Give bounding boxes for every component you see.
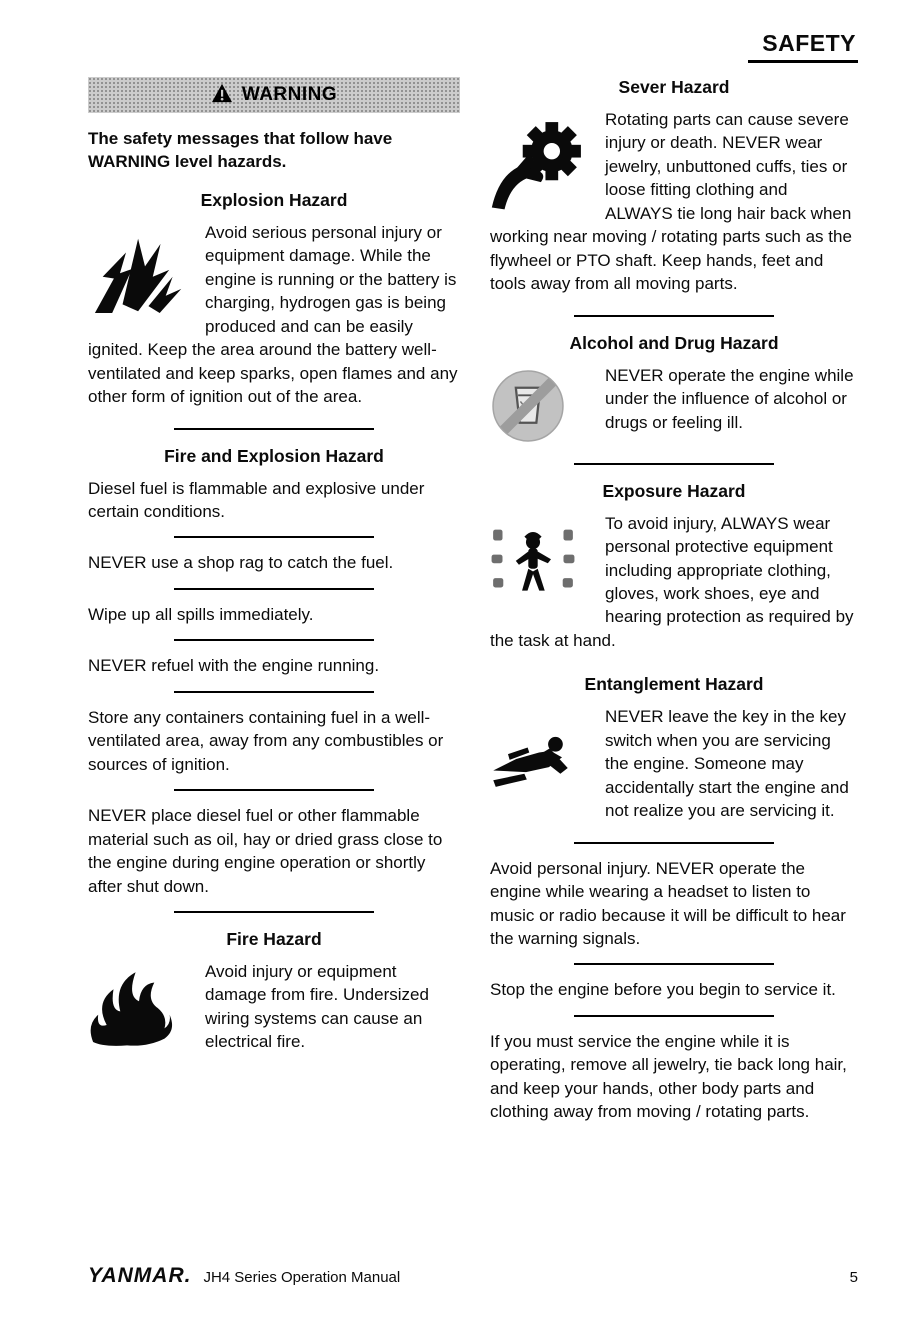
section-divider — [174, 691, 374, 693]
hazard-block-explosion — [88, 221, 460, 415]
section-divider — [574, 1015, 774, 1017]
section-divider — [574, 963, 774, 965]
gear-hand-icon — [490, 112, 590, 214]
left-column — [88, 77, 460, 1130]
warning-banner — [88, 77, 460, 113]
section-title-explosion-hazard: Explosion Hazard — [200, 189, 348, 210]
hazard-text-alcohol: NEVER operate the engine while under the influence of alcohol or drugs or feeling ill. — [605, 365, 854, 432]
no-alcohol-icon — [490, 366, 566, 446]
section-divider — [174, 639, 374, 641]
section-divider — [174, 536, 374, 538]
hazard-block-exposure — [490, 512, 858, 659]
hazard-text-exposure: To avoid injury, ALWAYS wear personal protective equipment including appropriate clothing, gloves, work shoes, eye and hearing protection as required by the task at hand. — [490, 513, 854, 650]
hazard-block-alcohol — [490, 364, 858, 450]
hazard-text-sever: Rotating parts can cause severe injury or death. NEVER wear jewelry, unbuttoned cuffs, ties or loose fitting clothing and ALWAYS tie long hair back when working near moving / rotating parts such as the flywheel or PTO shaft. Keep hands, feet and tools away from all moving parts. — [490, 110, 852, 294]
section-title-fire-hazard: Fire Hazard — [226, 928, 322, 949]
section-divider — [574, 463, 774, 465]
service-note: Avoid personal injury. NEVER operate the engine while wearing a headset to listen to music or radio because it will be difficult to hear the warning signals. — [490, 858, 846, 948]
section-divider — [174, 588, 374, 590]
hazard-text: Wipe up all spills immediately. — [88, 604, 314, 624]
hazard-text-entanglement: NEVER leave the key in the key switch when you are servicing the engine. Someone may accidentally start the engine and not realize you are servicing it. — [605, 707, 849, 821]
section-divider — [574, 842, 774, 844]
section-divider — [174, 911, 374, 913]
two-column-layout — [88, 77, 858, 1130]
section-divider — [174, 789, 374, 791]
entanglement-person-icon — [490, 707, 580, 811]
warning-label: WARNING — [241, 84, 338, 105]
fire-icon — [88, 964, 173, 1052]
explosion-icon — [88, 225, 183, 325]
section-title-alcohol-drug-hazard: Alcohol and Drug Hazard — [569, 332, 779, 353]
hazard-text: NEVER use a shop rag to catch the fuel. — [88, 553, 394, 573]
page-title: SAFETY — [748, 30, 858, 63]
page-number: 5 — [849, 1269, 858, 1286]
hazard-block-sever — [490, 108, 858, 302]
yanmar-logo: YANMAR. — [88, 1264, 192, 1287]
protective-equipment-person-icon — [490, 514, 576, 614]
hazard-text: NEVER refuel with the engine running. — [88, 656, 380, 676]
section-title-entanglement-hazard: Entanglement Hazard — [584, 674, 764, 695]
section-title-fire-and-explosion-hazard: Fire and Explosion Hazard — [164, 445, 384, 466]
hazard-text: Store any containers containing fuel in a well-ventilated area, away from any combustibles or sources of ignition. — [88, 707, 444, 774]
right-column — [490, 77, 858, 1130]
hazard-text: Diesel fuel is flammable and explosive under certain conditions. — [88, 478, 425, 521]
section-title-sever-hazard: Sever Hazard — [618, 77, 730, 97]
hazard-block-entanglement — [490, 705, 858, 828]
service-note: If you must service the engine while it is operating, remove all jewelry, tie back long hair, and keep your hands, other body parts and clothing away from moving / rotating parts. — [490, 1031, 847, 1122]
page-footer — [88, 1264, 858, 1288]
hazard-text-explosion: Avoid serious personal injury or equipment damage. While the engine is running or the battery is charging, hydrogen gas is being produced and can be easily ignited. Keep the area around the battery well-ventilated and keep sparks, open flames and any other form of ignition out of the area. — [88, 222, 458, 407]
section-title-exposure-hazard: Exposure Hazard — [602, 480, 746, 501]
section-divider — [574, 315, 774, 317]
page-header — [88, 30, 858, 63]
hazard-text-fire: Avoid injury or equipment damage from fire. Undersized wiring systems can cause an electrical fire. — [205, 961, 429, 1052]
warning-triangle-icon — [211, 83, 233, 108]
hazard-block-fire — [88, 960, 460, 1060]
hazard-text: NEVER place diesel fuel or other flammable material such as oil, hay or dried grass close to the engine during engine operation or shortly after shut down. — [88, 806, 443, 896]
manual-title: JH4 Series Operation Manual — [203, 1269, 401, 1286]
service-note: Stop the engine before you begin to service it. — [490, 980, 836, 1000]
section-divider — [174, 428, 374, 430]
intro-text: The safety messages that follow have WARNING level hazards. — [88, 129, 393, 172]
